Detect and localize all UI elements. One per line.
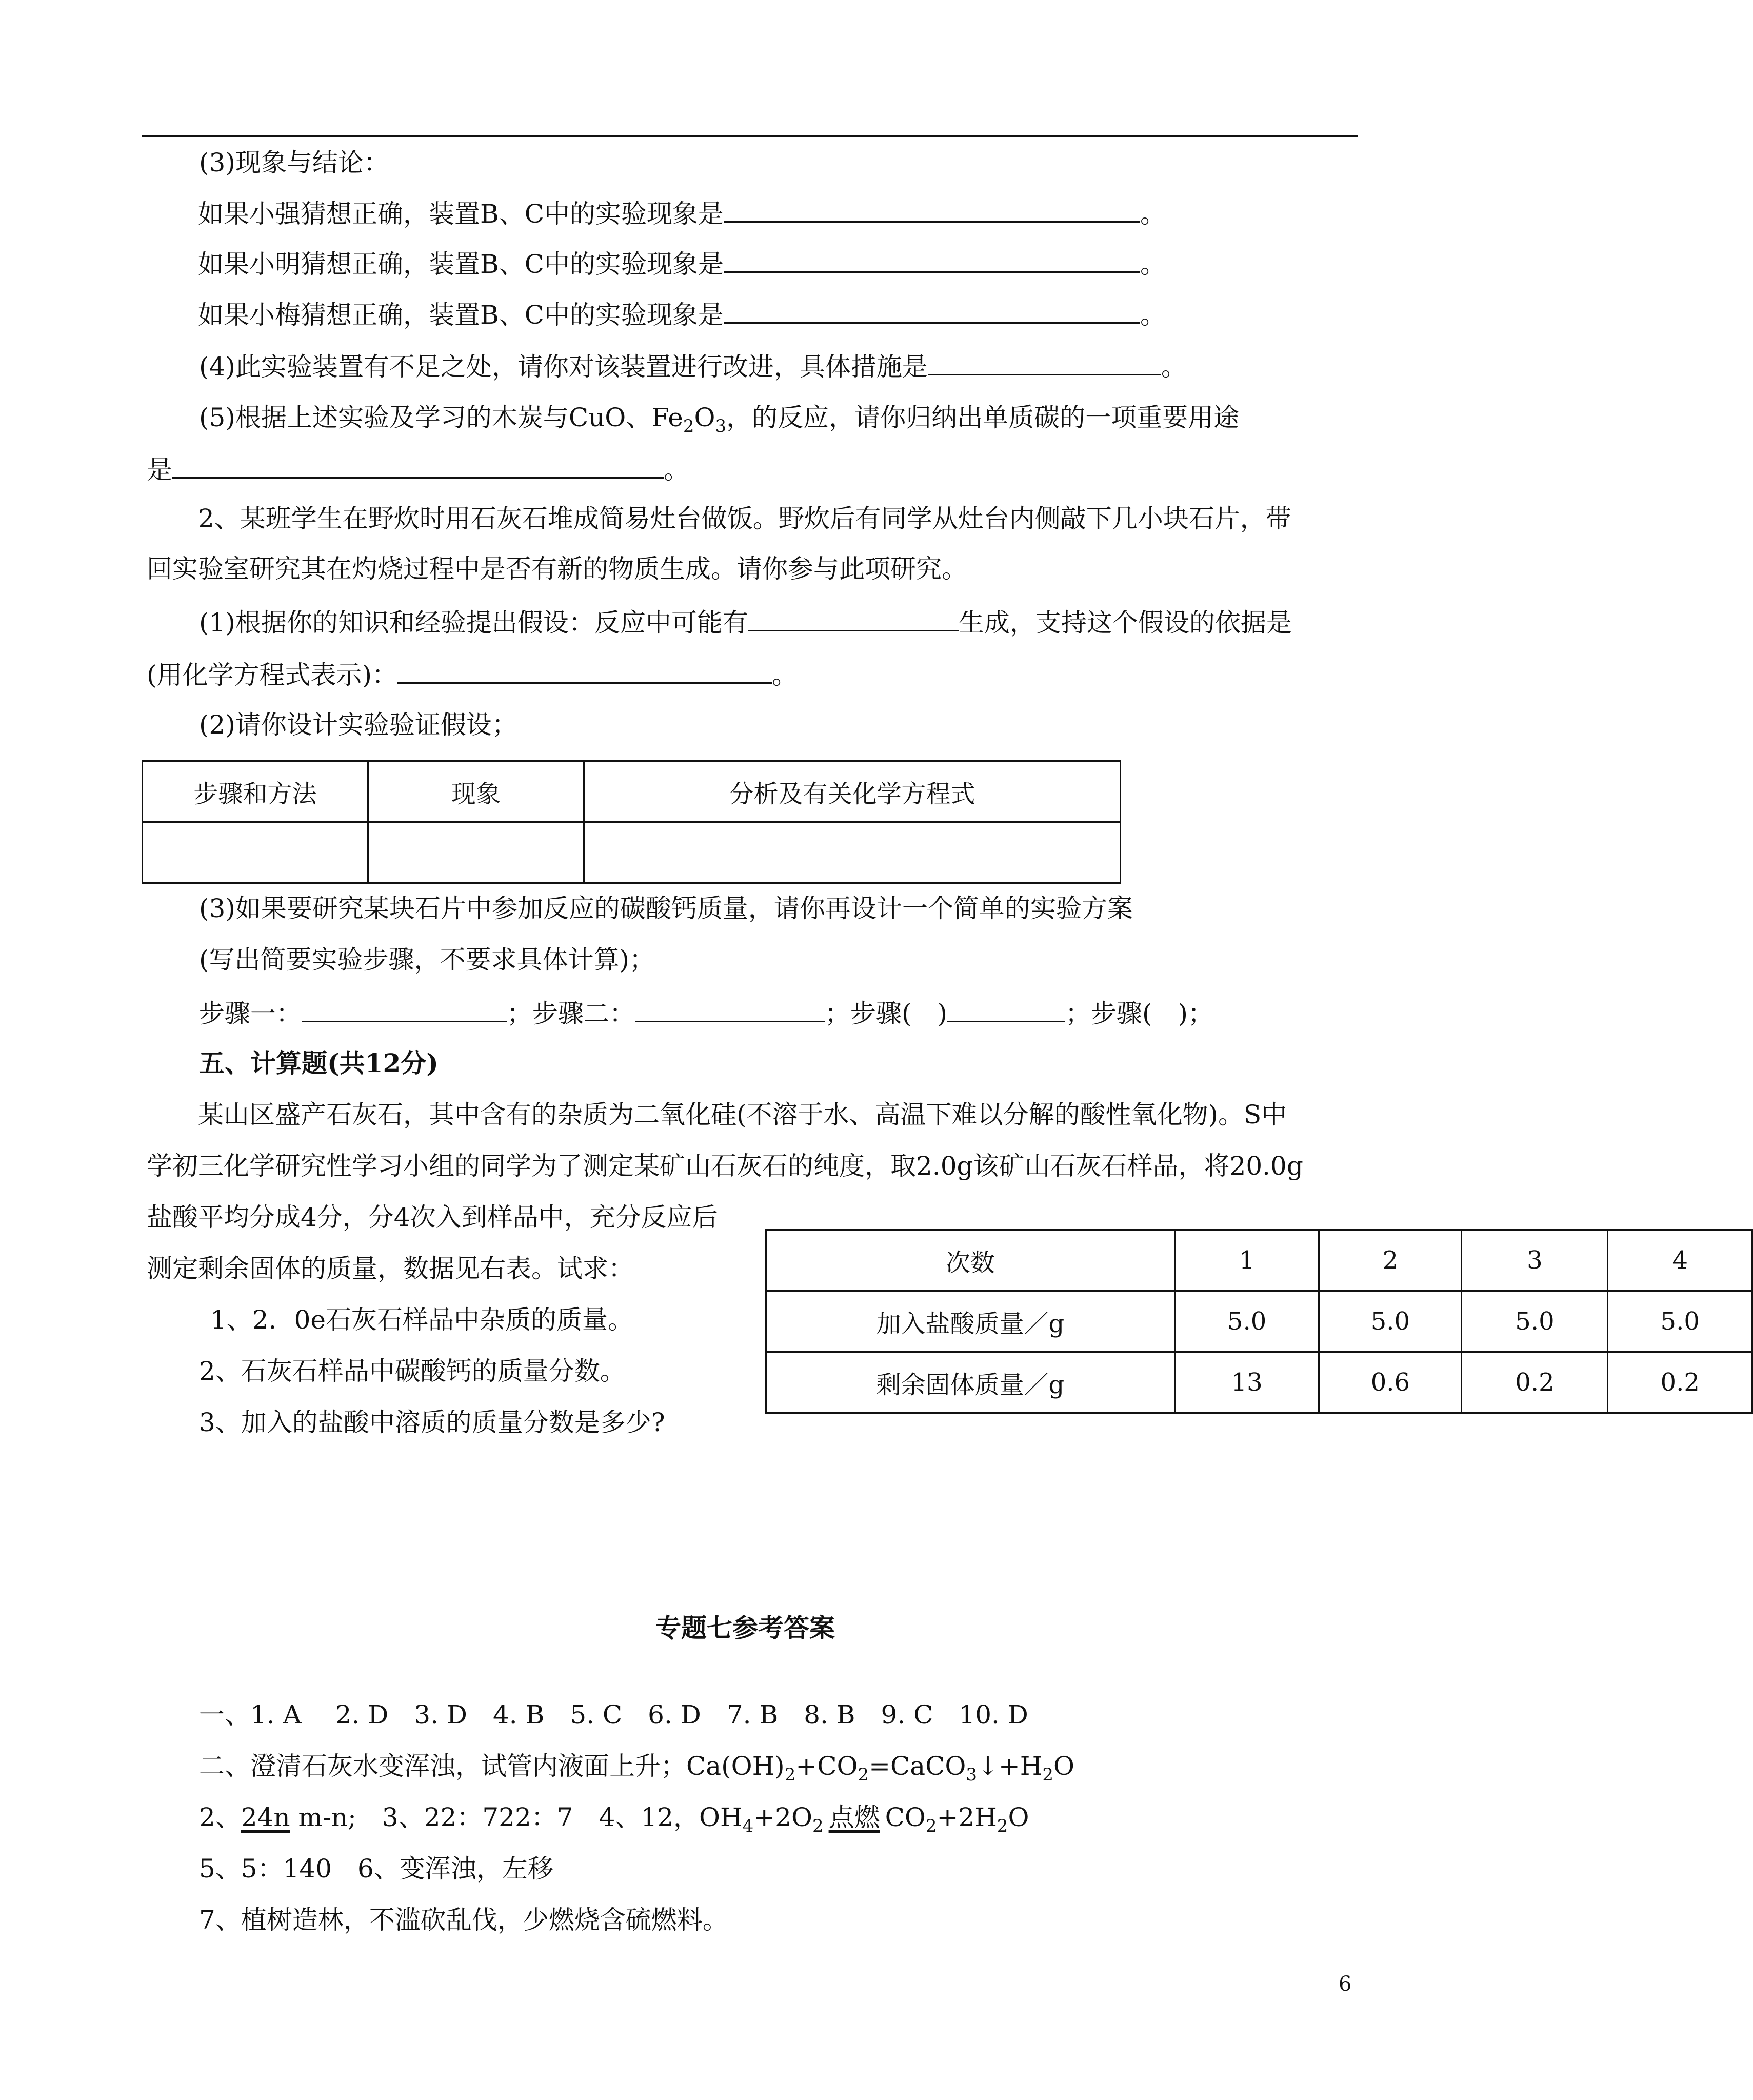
table-cell: 5.0 [1462,1291,1608,1352]
answer-blank[interactable] [928,349,1161,375]
table-header-cell: 2 [1319,1230,1462,1291]
section5-p1: 某山区盛产石灰石，其中含有的杂质为二氧化硅(不溶于水、高温下难以分解的酸性氧化物)。S中 [198,1100,1287,1130]
q1-sub3-title: (3)现象与结论： [199,148,389,177]
q2-sub2: (2)请你设计实验验证假设； [199,710,517,740]
table-header-row [766,1230,1752,1291]
header-rule [142,135,1358,137]
page-number: 6 [1339,1972,1352,1996]
answer-blank[interactable] [397,658,772,684]
table-row [143,822,1121,883]
experiment-table [142,760,1121,884]
answers-line-5: 7、植树造林，不滥砍乱伐，少燃烧含硫燃料。 [199,1905,728,1935]
table-cell: 5.0 [1608,1291,1752,1352]
table-cell[interactable] [143,822,368,883]
table-cell: 5.0 [1319,1291,1462,1352]
answers-line-4: 5、5：140 6、变浑浊，左移 [199,1854,553,1884]
q2-sub3: (3)如果要研究某块石片中参加反应的碳酸钙质量，请你再设计一个简单的实验方案 [199,894,1133,923]
table-cell: 剩余固体质量／g [766,1352,1175,1413]
section5-p4: 测定剩余固体的质量，数据见右表。试求： [147,1254,634,1283]
q1-sub5-cont: 是 。 [147,452,689,486]
table-row [766,1291,1752,1352]
q1-line-xiaoqiang: 如果小强猜想正确，装置B、C中的实验现象是 。 [198,196,1166,230]
answer-blank[interactable] [724,247,1140,273]
answer-blank[interactable] [724,196,1140,223]
table-header-cell: 次数 [766,1230,1175,1291]
q1-sub5: (5)根据上述实验及学习的木炭与CuO、$Fe_2O_3$，的反应，请你归纳出单质碳的一项重要用途 [199,403,1240,437]
table-header-cell: 3 [1462,1230,1608,1291]
section5-q1: 1、2．0e石灰石样品中杂质的质量。 [210,1305,634,1335]
q2-sub3-cont: (写出简要实验步骤，不要求具体计算)； [199,945,655,975]
answers-line-3: 2、24n m-n; 3、22：722：7 4、12，$OH_4+2O_2$ 点燃 $CO_2+2H_2O$ [199,1802,1029,1836]
table-cell: 5.0 [1174,1291,1319,1352]
table-cell: 13 [1174,1352,1319,1413]
q2-sub1: (1)根据你的知识和经验提出假设：反应中可能有 生成，支持这个假设的依据是 [199,605,1292,639]
table-cell: 0.2 [1462,1352,1608,1413]
section5-p3: 盐酸平均分成4分，分4次入到样品中，充分反应后 [147,1202,718,1232]
answer-blank[interactable] [748,605,959,631]
q2-intro-2: 回实验室研究其在灼烧过程中是否有新的物质生成。请你参与此项研究。 [147,554,967,584]
answer-blank[interactable] [947,996,1065,1022]
table-header-row [143,761,1121,822]
table-header-cell: 分析及有关化学方程式 [584,761,1121,822]
section5-q3: 3、加入的盐酸中溶质的质量分数是多少? [199,1408,665,1437]
table-cell[interactable] [584,822,1121,883]
q2-sub1-cont: (用化学方程式表示)： 。 [147,658,798,691]
table-header-cell: 1 [1174,1230,1319,1291]
answer-blank[interactable] [724,298,1140,324]
table-cell: 0.2 [1608,1352,1752,1413]
table-row [766,1352,1752,1413]
data-table [765,1229,1753,1414]
answers-line-1: 一、1. A 2. D 3. D 4. B 5. C 6. D 7. B 8. B 9. C 10. D [199,1700,1028,1730]
table-cell[interactable] [368,822,584,883]
section5-q2: 2、石灰石样品中碳酸钙的质量分数。 [199,1356,626,1386]
answers-title: 专题七参考答案 [655,1613,835,1643]
table-cell: 0.6 [1319,1352,1462,1413]
q1-line-xiaomei: 如果小梅猜想正确，装置B、C中的实验现象是 。 [198,298,1166,331]
table-header-cell: 现象 [368,761,584,822]
section5-title: 五、计算题(共12分) [199,1048,439,1078]
table-header-cell: 4 [1608,1230,1752,1291]
section5-p2: 学初三化学研究性学习小组的同学为了测定某矿山石灰石的纯度，取2.0g该矿山石灰石样品，将20.0g [147,1151,1303,1181]
q2-steps: 步骤一： ；步骤二： ；步骤( ) ；步骤( )； [199,996,1213,1029]
answer-blank[interactable] [635,996,825,1022]
answer-blank[interactable] [172,452,664,479]
answer-blank[interactable] [302,996,507,1022]
answers-line-2: 二、澄清石灰水变浑浊，试管内液面上升；$Ca(OH)_2+CO_2=CaCO_3↓+H_2O$ [199,1751,1075,1785]
q1-line-xiaoming: 如果小明猜想正确，装置B、C中的实验现象是 。 [198,247,1166,280]
table-cell: 加入盐酸质量／g [766,1291,1175,1352]
table-header-cell: 步骤和方法 [143,761,368,822]
q2-intro-1: 2、某班学生在野炊时用石灰石堆成简易灶台做饭。野炊后有同学从灶台内侧敲下几小块石片，带 [198,504,1291,533]
q1-sub4: (4)此实验装置有不足之处，请你对该装置进行改进，具体措施是 。 [199,349,1187,383]
